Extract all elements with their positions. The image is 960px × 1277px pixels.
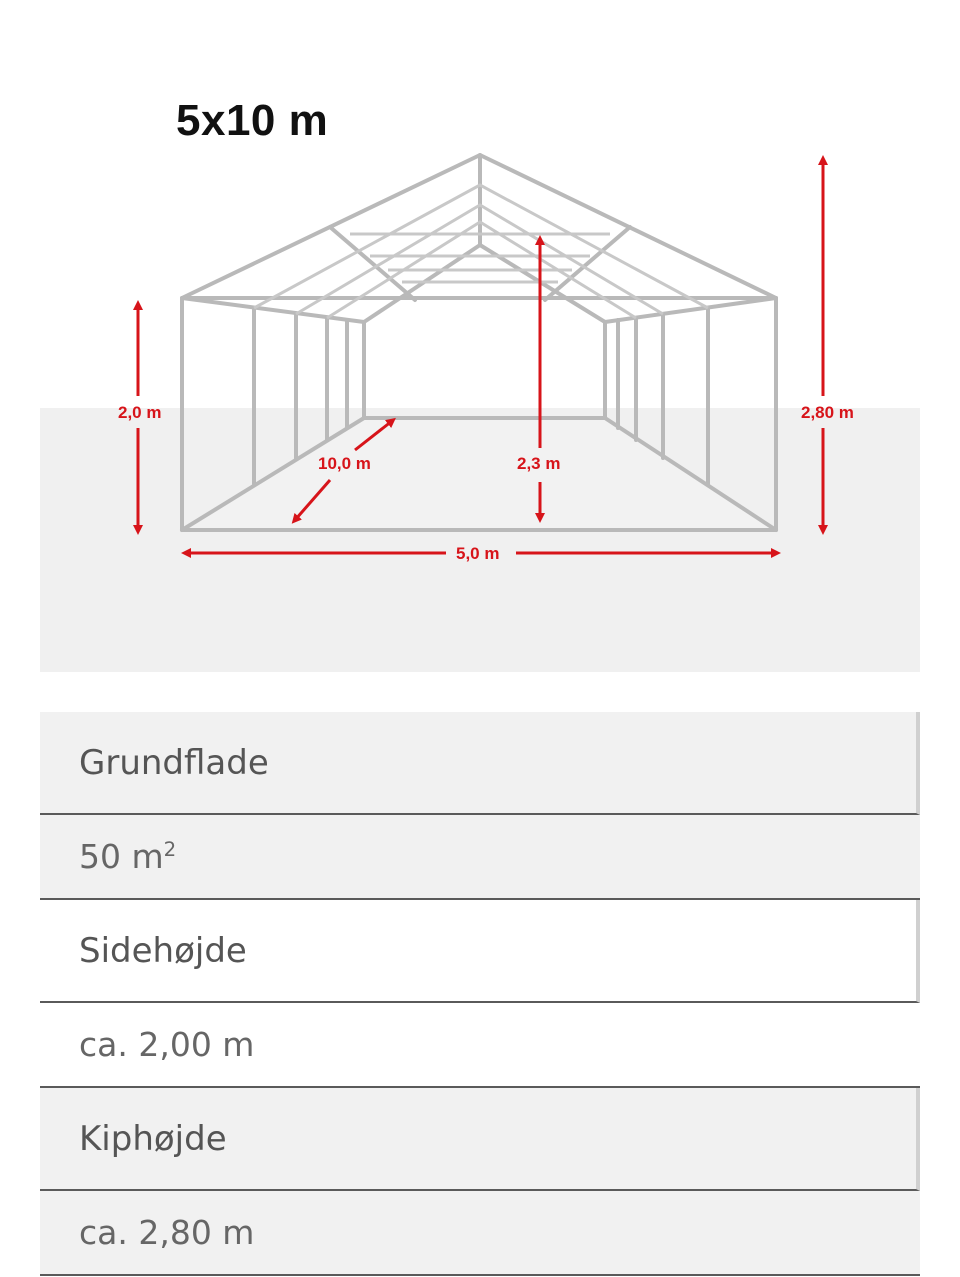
spec-label: Grundflade	[79, 742, 269, 783]
figure-title: 5x10 m	[176, 96, 329, 145]
spec-value: ca. 2,80 m	[79, 1213, 255, 1252]
tent-dimension-figure	[40, 0, 920, 672]
tent-frame-drawing	[40, 0, 920, 672]
spec-label-ridge-height	[40, 1088, 920, 1191]
width-label: 5,0 m	[456, 544, 500, 563]
ridge-height-label: 2,80 m	[801, 403, 854, 422]
inner-height-label: 2,3 m	[517, 454, 561, 473]
spec-label-side-height	[40, 900, 920, 1003]
spec-label-area	[40, 712, 920, 815]
spec-value-area	[40, 815, 920, 900]
spec-value-side-height	[40, 1003, 920, 1088]
spec-value: ca. 2,00 m	[79, 1025, 255, 1064]
side-height-label: 2,0 m	[118, 403, 162, 422]
length-label: 10,0 m	[318, 454, 371, 473]
spec-value-ridge-height	[40, 1191, 920, 1276]
spec-label: Sidehøjde	[79, 930, 247, 971]
spec-label: Kiphøjde	[79, 1118, 227, 1159]
spec-table	[40, 712, 920, 1276]
spec-value: 50 $m^2$	[79, 837, 177, 876]
spec-value-superscript: 2	[163, 838, 177, 861]
